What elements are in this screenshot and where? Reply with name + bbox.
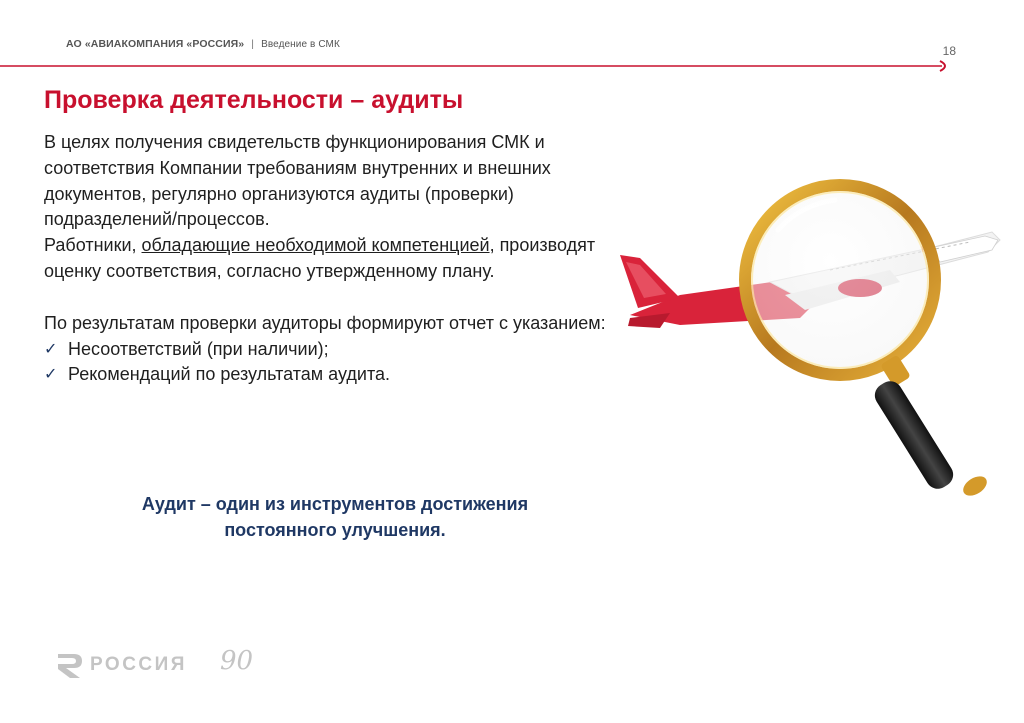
page-number: 18 (942, 44, 956, 58)
checkmark-icon: ✓ (44, 340, 58, 358)
section-name: Введение в СМК (261, 39, 340, 50)
checkmark-icon: ✓ (44, 366, 58, 384)
header (66, 38, 340, 50)
magnifier-icon (745, 185, 990, 500)
slide-title: Проверка деятельности – аудиты (44, 86, 464, 114)
conclusion-statement: Аудит – один из инструментов достижения постоянного улучшения. (141, 494, 529, 540)
checklist-item-text: Несоответствий (при наличии); (68, 338, 329, 359)
body-text (44, 130, 624, 388)
footer-brand-name: РОССИЯ (90, 654, 187, 675)
paragraph-2-start: Работники, (44, 235, 142, 256)
company-name: АО «АВИАКОМПАНИЯ «РОССИЯ» (66, 38, 245, 50)
paragraph-3: По результатам проверки аудиторы формируют отчет с указанием: (44, 312, 606, 333)
rossiya-logo-icon (52, 648, 86, 682)
paragraph-1: В целях получения свидетельств функционирования СМК и соответствия Компании требованиям внутренних и внешних документов, регулярно организуются аудиты (проверки) подразделений/процессов. (44, 132, 551, 230)
result-checklist (44, 337, 624, 389)
header-rule (0, 60, 960, 72)
paragraph-2-end: , производят оценку соответствия, согласно утвержденному плану. (44, 235, 596, 281)
magnifier-over-airplane-illustration (600, 170, 1020, 500)
paragraph-2 (44, 233, 624, 285)
checklist-item (44, 362, 624, 388)
anniversary-number: 90 (220, 646, 254, 676)
header-separator: | (251, 38, 255, 50)
checklist-item-text: Рекомендаций по результатам аудита. (68, 364, 390, 385)
competence-phrase: обладающие необходимой компетенцией (141, 235, 490, 256)
checklist-item (44, 337, 624, 363)
footer-logo (52, 648, 282, 682)
